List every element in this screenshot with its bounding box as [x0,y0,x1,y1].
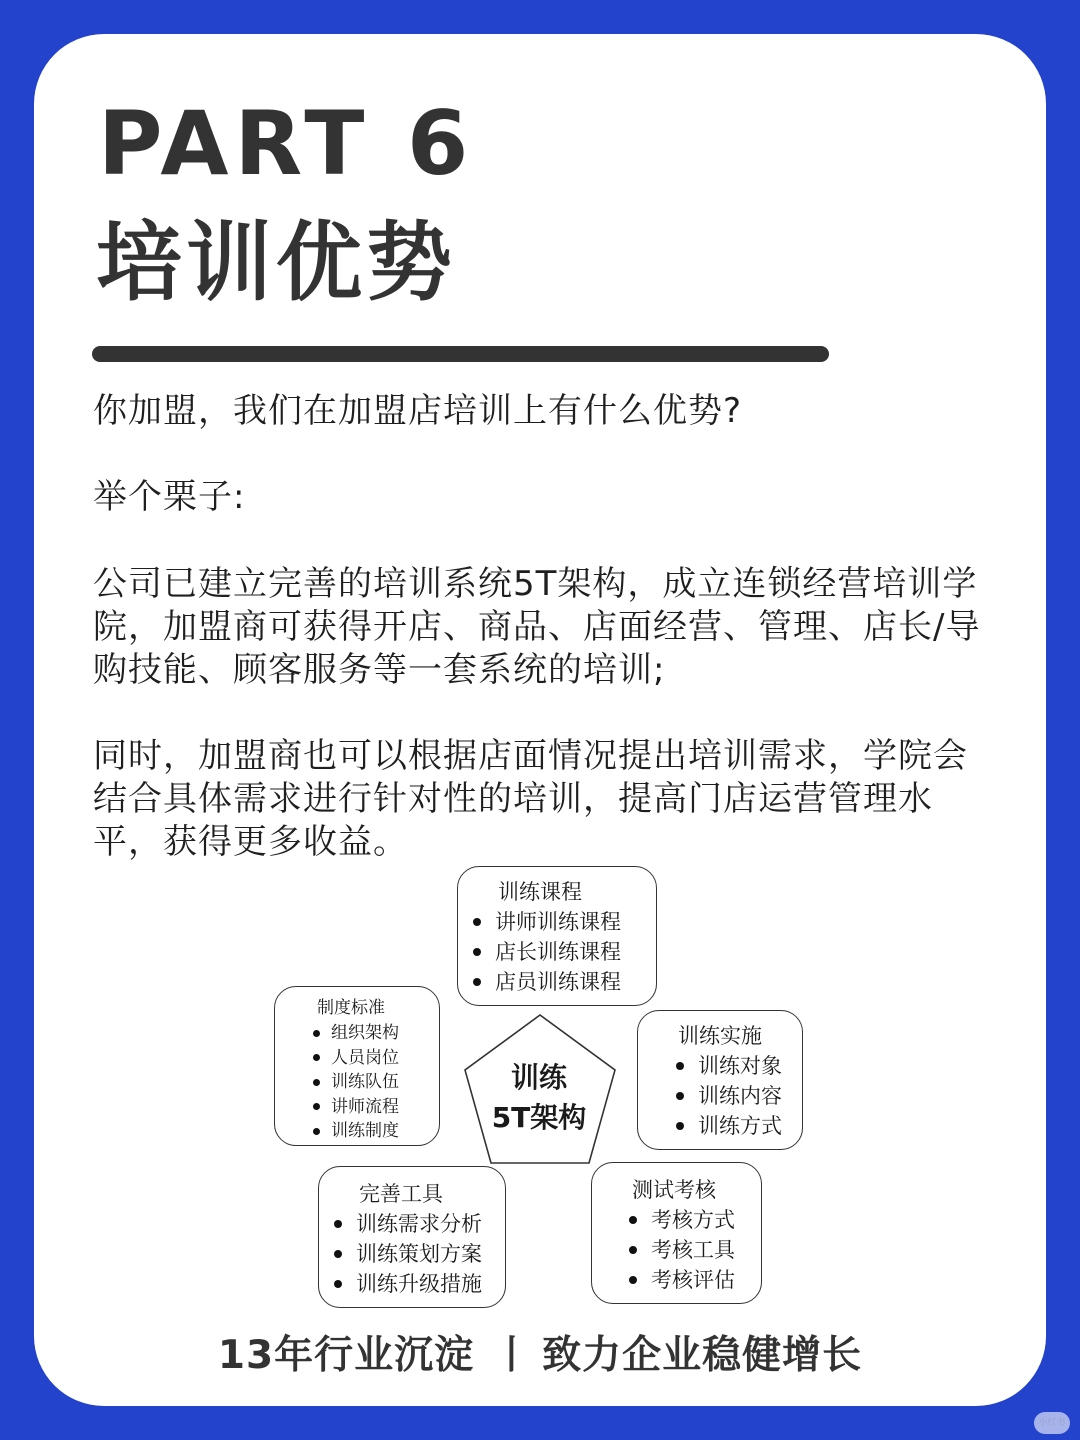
watermark-logo: 小红书 [1034,1412,1070,1434]
system-title: 制度标准 [317,998,385,1018]
tools-list [319,1209,505,1299]
test-list [592,1205,761,1295]
tools-item: 训练策划方案 [356,1239,505,1269]
tools-item: 训练需求分析 [356,1209,505,1239]
page-title: 培训优势 [96,213,456,313]
part-number: PART 6 [98,92,475,195]
diagram-box-test [591,1162,762,1304]
diagram-box-courses [457,866,657,1006]
paragraph-system: 公司已建立完善的培训系统5T架构，成立连锁经营培训学院，加盟商可获得开店、商品、店面经营、管理、店长/导购技能、顾客服务等一套系统的培训; [93,564,981,690]
diagram-box-system [274,986,440,1146]
implement-item: 训练内容 [698,1081,802,1111]
implement-item: 训练方式 [698,1111,802,1141]
system-item: 人员岗位 [331,1046,439,1071]
footer-right: 致力企业稳健增长 [542,1333,863,1378]
courses-list [458,907,656,997]
system-item: 讲师流程 [331,1095,439,1120]
footer-slogan [0,1324,1080,1380]
test-item: 考核工具 [651,1235,761,1265]
title-divider [92,346,829,362]
center-label-2: 5T架构 [491,1101,587,1134]
tools-item: 训练升级措施 [356,1269,505,1299]
system-item: 组织架构 [331,1021,439,1046]
courses-item: 店长训练课程 [495,937,656,967]
courses-item: 讲师训练课程 [495,907,656,937]
test-item: 考核方式 [651,1205,761,1235]
courses-title: 训练课程 [498,880,582,904]
test-item: 考核评估 [651,1265,761,1295]
intro-question: 你加盟，我们在加盟店培训上有什么优势? [93,391,743,431]
test-title: 测试考核 [632,1178,716,1202]
footer-left: 13年行业沉淀 [217,1333,475,1378]
system-item: 训练制度 [331,1119,439,1144]
implement-item: 训练对象 [698,1051,802,1081]
paragraph-needs: 同时，加盟商也可以根据店面情况提出培训需求，学院会结合具体需求进行针对性的培训，提高门店运营管理水平，获得更多收益。 [93,736,968,862]
footer-separator: 丨 [492,1333,533,1378]
implement-list [638,1051,802,1141]
system-item: 训练队伍 [331,1070,439,1095]
system-list [275,1021,439,1144]
courses-item: 店员训练课程 [495,967,656,997]
diagram-box-implement [637,1010,803,1150]
tools-title: 完善工具 [359,1182,443,1206]
center-label-1: 训练 [510,1061,567,1094]
implement-title: 训练实施 [678,1024,762,1048]
diagram-box-tools [318,1166,506,1308]
example-label: 举个栗子: [93,477,246,517]
